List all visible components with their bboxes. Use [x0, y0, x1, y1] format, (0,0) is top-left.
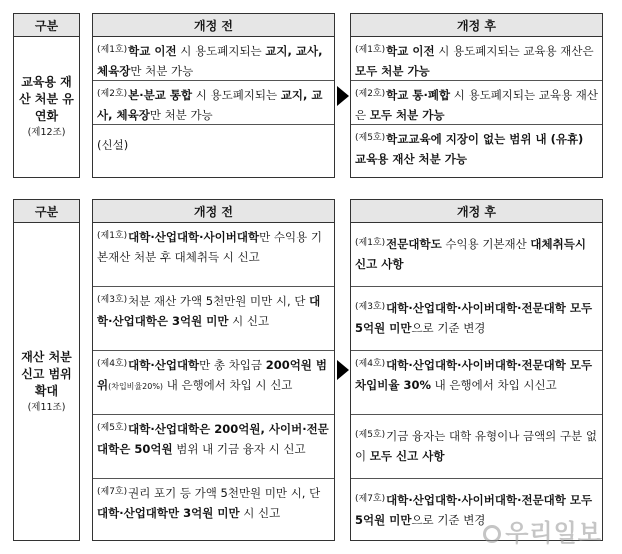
section-1-before-item-2 — [93, 81, 334, 125]
section-2-after-item-2 — [351, 287, 602, 351]
section-2-after-item-3 — [351, 351, 602, 415]
item-text: 대학·산업대학·사이버대학·전문대학 모두 5억원 미만 — [355, 301, 593, 335]
section-2-category-column — [13, 199, 80, 541]
item-number: (제5호) — [355, 133, 386, 143]
item-number: (제4호) — [97, 359, 128, 369]
section-1-category — [14, 37, 79, 177]
section-1-before-column — [92, 13, 335, 178]
item-text: 만 수익용 기본재산 처분 후 대체취득 시 신고 — [97, 230, 322, 264]
item-text: 권리 포기 등 가액 5천만원 미만 시, 단 — [128, 486, 321, 500]
item-number: (제1호) — [355, 238, 386, 248]
section-2-after-column — [350, 199, 603, 541]
item-number: (제1호) — [97, 231, 128, 241]
item-text: 교지, 교사, 체육장 — [97, 88, 323, 122]
section-2-before-item-2 — [93, 287, 334, 351]
section-1-category-law: (제12조) — [27, 127, 66, 138]
section-1-before-item-3 — [93, 125, 334, 177]
item-text: 대학·산업대학은 200억원, 사이버·전문대학은 50억원 — [97, 422, 329, 456]
item-text: 시 신고 — [239, 506, 281, 520]
item-text: 내 은행에서 차입 시신고 — [430, 378, 557, 392]
item-text: 으로 기준 변경 — [411, 321, 486, 335]
item-number: (제2호) — [355, 89, 386, 99]
section-2-arrow-icon — [337, 360, 349, 380]
section-2-category-header: 구분 — [14, 200, 79, 223]
item-number: (제5호) — [355, 430, 386, 440]
section-1-category-header: 구분 — [14, 14, 79, 37]
section-1-category-column — [13, 13, 80, 178]
item-text: 학교교육에 지장이 없는 범위 내 (유휴) 교육용 재산 처분 가능 — [355, 132, 584, 166]
section-1-after-item-3 — [351, 125, 602, 177]
item-text: 모두 처분 가능 — [369, 108, 445, 122]
section-1-after-header: 개정 후 — [351, 14, 602, 37]
item-text: 시 용도폐지되는 — [176, 44, 266, 58]
section-1-before-header: 개정 전 — [93, 14, 334, 37]
item-number: (제2호) — [97, 89, 128, 99]
item-text: 범위 내 기금 융자 시 신고 — [172, 442, 306, 456]
item-number: (제3호) — [97, 295, 128, 305]
section-2-before-item-5 — [93, 479, 334, 540]
item-text: 본·분교 통합 — [128, 88, 193, 102]
section-2-after-item-1 — [351, 223, 602, 287]
section-2-after-header: 개정 후 — [351, 200, 602, 223]
section-1-category-title: 교육용 재산 처분 유연화 — [19, 75, 74, 123]
section-1-after-column — [350, 13, 603, 178]
item-text: 학교 이전 — [128, 44, 177, 58]
section-1-arrow-icon — [337, 86, 349, 106]
section-2-category — [14, 223, 79, 540]
item-number: (제3호) — [355, 302, 386, 312]
item-text: 으로 기준 변경 — [411, 513, 486, 527]
item-number: (제7호) — [97, 487, 128, 497]
section-1-after-item-2 — [351, 81, 602, 125]
section-1-before-item-1 — [93, 37, 334, 81]
section-2-after-item-4 — [351, 415, 602, 479]
item-text: 대학·산업대학·사이버대학·전문대학 모두 5억원 미만 — [355, 493, 593, 527]
section-2-before-item-1 — [93, 223, 334, 287]
item-number: (제1호) — [97, 45, 128, 55]
watermark-text: 우리일보 — [505, 519, 602, 547]
item-text: 모두 신고 사항 — [369, 449, 445, 463]
item-number: (제5호) — [97, 423, 128, 433]
item-text: 교지, 교사, 체육장 — [97, 44, 323, 78]
item-text: 시 신고 — [228, 314, 270, 328]
item-text: 만 처분 가능 — [149, 108, 213, 122]
item-text: 기금 융자는 대학 유형이나 금액의 구분 없이 — [355, 429, 597, 463]
item-number: (제4호) — [355, 359, 386, 369]
item-text: 대학·산업대학·사이버대학·전문대학 모두 차입비율 30% — [355, 358, 593, 392]
item-text: 대학·산업대학만 3억원 미만 — [97, 506, 240, 520]
section-2-category-title: 재산 처분 신고 범위 확대 — [21, 349, 72, 398]
item-text: 전문대학도 — [386, 237, 442, 251]
item-text: (신설) — [97, 138, 129, 152]
item-number: (제7호) — [355, 494, 386, 504]
item-text: 대학·산업대학·사이버대학 — [128, 230, 260, 244]
section-2-before-column — [92, 199, 335, 541]
item-text: 시 용도폐지되는 교육용 재산은 — [434, 44, 594, 58]
item-text: 처분 재산 가액 5천만원 미만 시, 단 — [128, 294, 310, 308]
item-number: (제1호) — [355, 45, 386, 55]
item-text: 만 총 차입금 — [199, 358, 266, 372]
item-text: 200억원 범위 — [97, 358, 328, 392]
watermark-logo-icon — [483, 525, 501, 543]
item-text: 수익용 기본재산 — [441, 237, 531, 251]
section-2-before-header: 개정 전 — [93, 200, 334, 223]
item-text: 만 처분 가능 — [130, 64, 194, 78]
item-text: 시 용도폐지되는 교육용 재산은 — [355, 88, 598, 122]
item-text: 시 용도폐지되는 — [192, 88, 281, 102]
section-2-before-item-3 — [93, 351, 334, 415]
item-text: (차입비율20%) — [108, 382, 164, 391]
item-text: 내 은행에서 차입 시 신고 — [163, 378, 293, 392]
item-text: 대체취득시 신고 사항 — [355, 237, 586, 271]
item-text: 모두 처분 가능 — [355, 64, 430, 78]
section-2-before-item-4 — [93, 415, 334, 479]
item-text: 대학·산업대학은 3억원 미만 — [97, 294, 321, 328]
item-text: 대학·산업대학 — [128, 358, 200, 372]
watermark — [483, 513, 602, 548]
section-1-after-item-1 — [351, 37, 602, 81]
item-text: 학교 통·폐합 — [386, 88, 451, 102]
item-text: 학교 이전 — [386, 44, 435, 58]
section-2-category-law: (제11조) — [27, 401, 66, 413]
